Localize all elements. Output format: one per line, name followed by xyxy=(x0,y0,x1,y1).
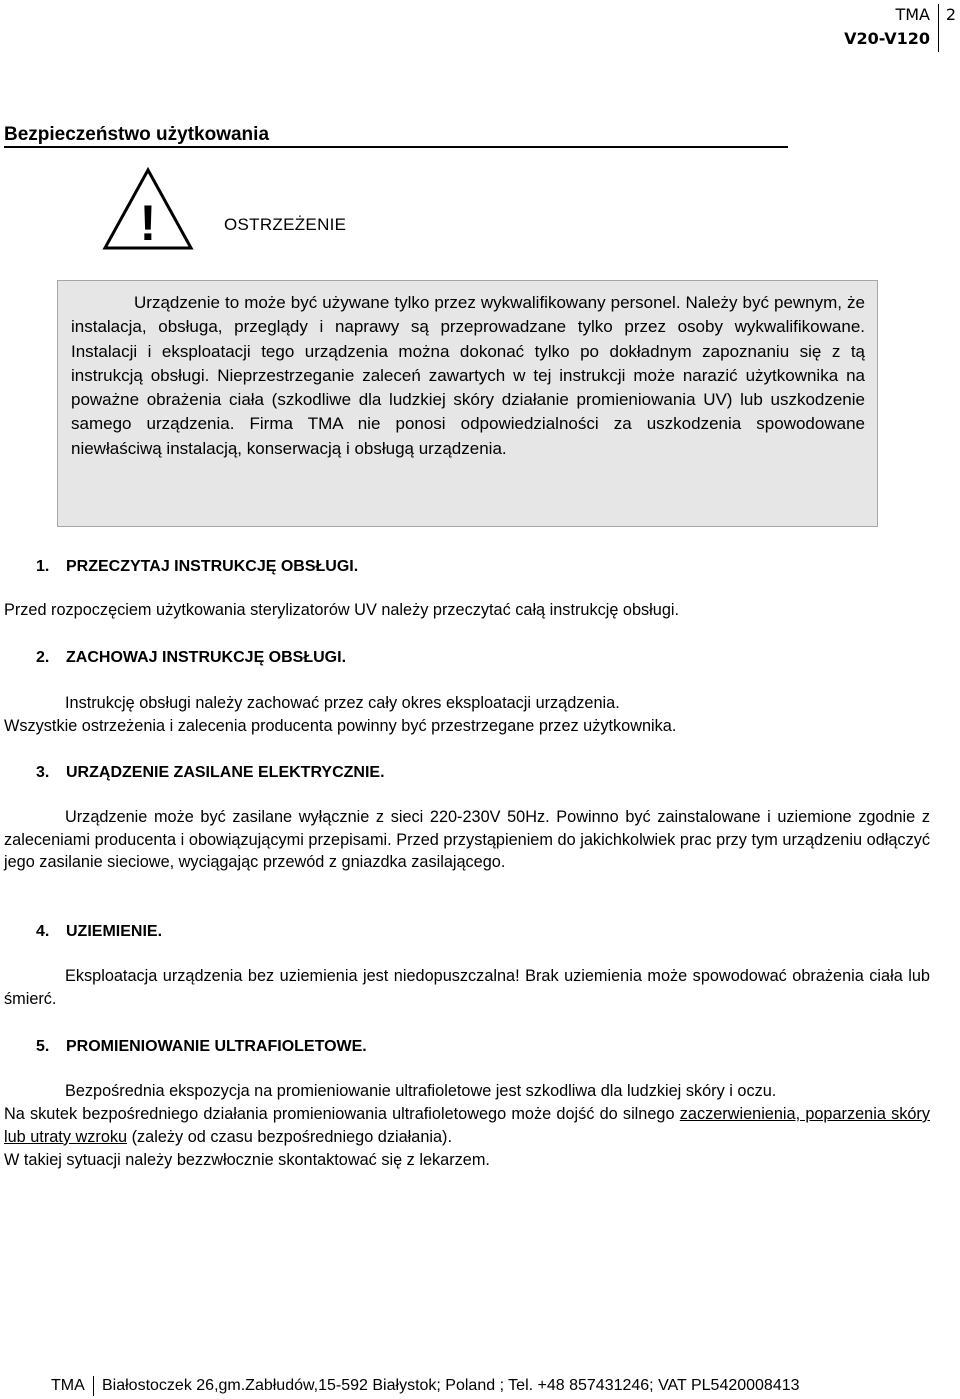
section-title: URZĄDZENIE ZASILANE ELEKTRYCZNIE. xyxy=(66,764,385,781)
section-3-text: Urządzenie może być zasilane wyłącznie z sieci 220-230V 50Hz. Powinno być zainstalowane i uziemione zgodnie z zaleceniami producenta i obowiązującymi przepisami. Przed przystąpieniem do jakichkolwiek prac przy tym urządzeniu odłączyć jego zasilanie sieciowe, wyciągając przewód z gniazdka zasilającego. xyxy=(4,808,930,871)
section-1-text: Przed rozpoczęciem użytkowania sterylizatorów UV należy przeczytać całą instrukcję obsługi. xyxy=(4,601,680,619)
section-5-text-2-b: (zależy od czasu bezpośredniego działania). xyxy=(127,1127,452,1146)
section-number: 1. xyxy=(36,558,50,575)
section-number: 4. xyxy=(36,923,50,940)
footer-address: Białostoczek 26,gm.Zabłudów,15-592 Białystok; Poland ; Tel. +48 857431246; VAT PL5420008413 xyxy=(102,1377,800,1394)
footer-company: TMA xyxy=(51,1377,85,1394)
warning-label: OSTRZEŻENIE xyxy=(224,215,347,234)
section-number: 2. xyxy=(36,649,50,666)
section-number: 5. xyxy=(36,1038,50,1055)
section-5-text-2-a: Na skutek bezpośredniego działania promieniowania ultrafioletowego może dojść do silnego xyxy=(4,1105,680,1123)
page-title: Bezpieczeństwo użytkowania xyxy=(4,124,270,145)
section-2-text-2: Wszystkie ostrzeżenia i zalecenia producenta powinny być przestrzegane przez użytkownika. xyxy=(4,717,677,735)
section-title: PRZECZYTAJ INSTRUKCJĘ OBSŁUGI. xyxy=(66,558,359,575)
section-5-text: Bezpośrednia ekspozycja na promieniowanie ultrafioletowe jest szkodliwa dla ludzkiej skóry i oczu. xyxy=(65,1082,777,1100)
section-2-text: Instrukcję obsługi należy zachować przez cały okres eksploatacji urządzenia. xyxy=(65,694,620,712)
warning-box xyxy=(57,280,878,527)
section-title: PROMIENIOWANIE ULTRAFIOLETOWE. xyxy=(66,1038,367,1055)
header-divider xyxy=(938,4,939,52)
section-5-text-3: W takiej sytuacji należy bezzwłocznie skontaktować się z lekarzem. xyxy=(4,1151,490,1169)
warning-triangle-icon xyxy=(102,166,194,252)
svg-text:!: ! xyxy=(139,195,157,251)
header-model: V20-V120 xyxy=(844,29,930,48)
section-title: ZACHOWAJ INSTRUKCJĘ OBSŁUGI. xyxy=(66,649,347,666)
section-5-text-2 xyxy=(4,1103,930,1148)
page-number: 2 xyxy=(945,5,957,24)
section-number: 3. xyxy=(36,764,50,781)
title-underline xyxy=(4,146,788,148)
warning-text: Urządzenie to może być używane tylko przez wykwalifikowany personel. Należy być pewnym, że instalacja, obsługa, przeglądy i naprawy są przeprowadzane tylko przez osoby wykwalifikowane. Instalacji i eksploatacji tego urządzenia można dokonać tylko po dokładnym zapoznaniu się z tą instrukcją obsługi. Nieprzestrzeganie zaleceń zawartych w tej instrukcji może narazić użytkownika na poważne obrażenia ciała (szkodliwe dla ludzkiej skóry działanie promieniowania UV) lub uszkodzenie samego urządzenia. Firma TMA nie ponosi odpowiedzialności za uszkodzenia spowodowane niewłaściwą instalacją, konserwacją i obsługą urządzenia. xyxy=(71,293,865,458)
section-4-text: Eksploatacja urządzenia bez uziemienia jest niedopuszczalna! Brak uziemienia może spowodować obrażenia ciała lub śmierć. xyxy=(4,967,930,1008)
header-company: TMA xyxy=(895,5,930,24)
page-header xyxy=(760,0,960,56)
page-footer xyxy=(0,1374,960,1396)
section-title: UZIEMIENIE. xyxy=(66,923,163,940)
footer-divider xyxy=(93,1376,94,1396)
section-5-underlined: zaczerwienienia, poparzenia skóry lub utraty wzroku xyxy=(4,1105,930,1146)
